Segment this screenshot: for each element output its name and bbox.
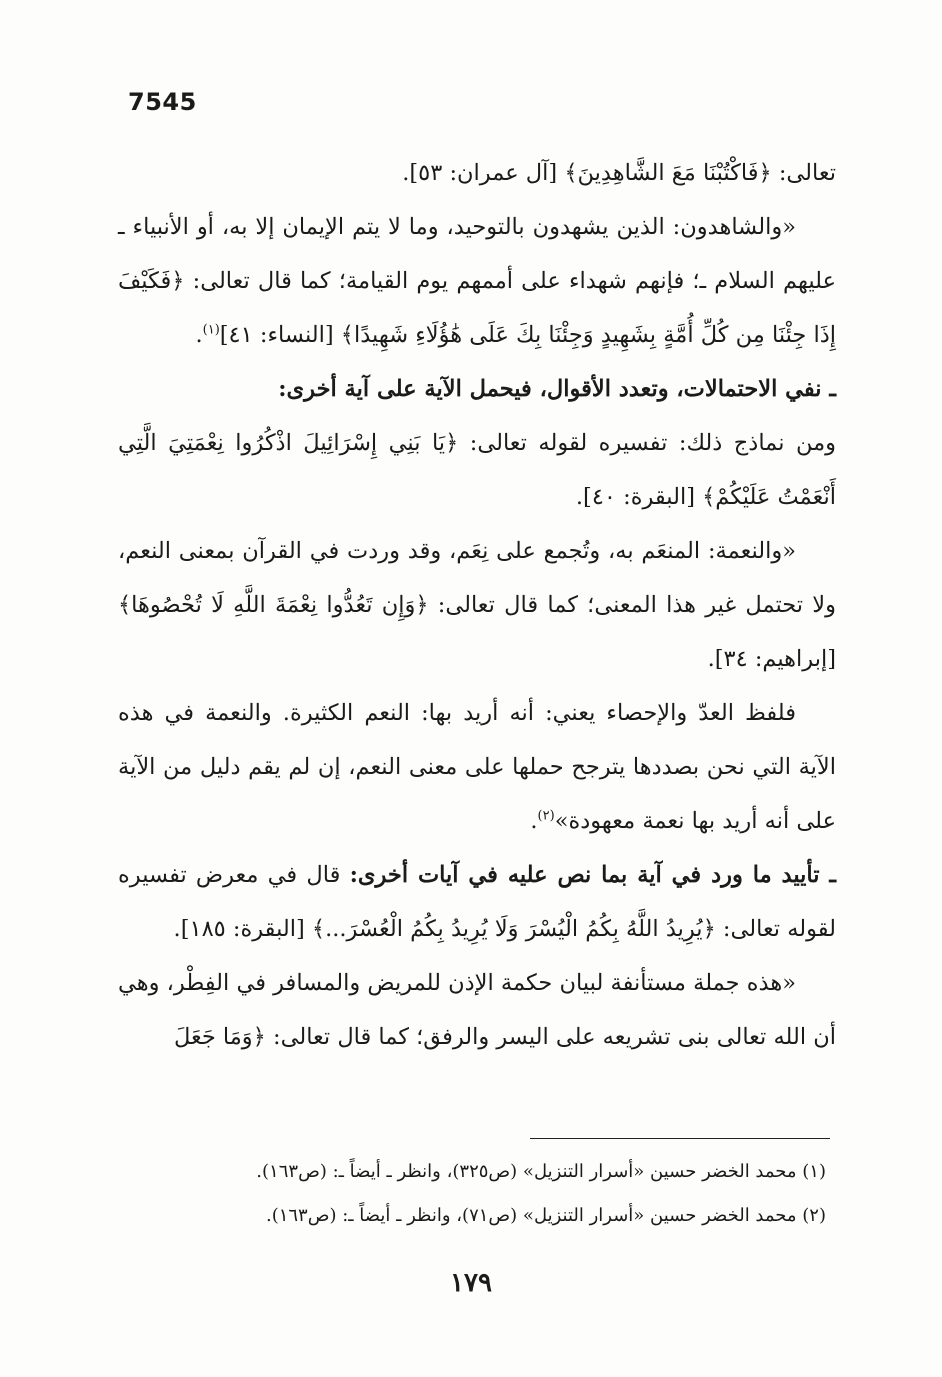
- paragraph-text: «والشاهدون: الذين يشهدون بالتوحيد، وما لا يتم الإيمان إلا به، أو الأنبياء ـ عليهم السلام ـ؛ فإنهم شهداء على أممهم يوم القيامة؛ كما قال تعالى: ﴿فَكَيْفَ إِذَا جِئْنَا مِن كُلِّ أُمَّةٍ بِشَهِيدٍ وَجِئْنَا بِكَ عَلَى هَٰؤُلَاءِ شَهِيدًا﴾ [النساء: ٤١]: [118, 214, 836, 348]
- footnote-1: (١) محمد الخضر حسين «أسرار التنزيل» (ص٣٢٥)، وانظر ـ أيضاً ـ: (ص١٦٣).: [256, 1161, 826, 1182]
- paragraph-3: [118, 416, 836, 524]
- footnote-2: (٢) محمد الخضر حسين «أسرار التنزيل» (ص٧١)، وانظر ـ أيضاً ـ: (ص١٦٣).: [265, 1205, 826, 1226]
- paragraph-4: [118, 524, 836, 686]
- page-number: ١٧٩: [450, 1268, 492, 1298]
- paragraph-text: ومن نماذج ذلك: تفسيره لقوله تعالى: ﴿يَا بَنِي إِسْرَائِيلَ اذْكُرُوا نِعْمَتِيَ الَّتِي أَنْعَمْتُ عَلَيْكُمْ﴾ [البقرة: ٤٠].: [118, 430, 836, 510]
- heading-text: ـ نفي الاحتمالات، وتعدد الأقوال، فيحمل الآية على آية أخرى:: [278, 376, 836, 402]
- paragraph-text: «هذه جملة مستأنفة لبيان حكمة الإذن للمريض والمسافر في الفِطْر، وهي أن الله تعالى بنى تشريعه على اليسر والرفق؛ كما قال تعالى: ﴿وَمَا جَعَلَ: [118, 970, 836, 1050]
- paragraph-text: «والنعمة: المنعَم به، وتُجمع على نِعَم، وقد وردت في القرآن بمعنى النعم، ولا تحتمل غير هذا المعنى؛ كما قال تعالى: ﴿وَإِن تَعُدُّوا نِعْمَةَ اللَّهِ لَا تُحْصُوهَا﴾ [إبراهيم: ٣٤].: [118, 538, 836, 672]
- footnotes: [118, 1150, 836, 1238]
- body-text: [118, 146, 836, 1064]
- footnote-ref: (١): [202, 322, 220, 338]
- paragraph-1: [118, 146, 836, 200]
- paragraph-text: قال في معرض تفسيره لقوله تعالى: ﴿يُرِيدُ اللَّهُ بِكُمُ الْيُسْرَ وَلَا يُرِيدُ بِكُمُ الْعُسْرَ...﴾ [البقرة: ١٨٥].: [118, 862, 836, 942]
- footnote-ref: (٢): [537, 808, 555, 824]
- paragraph-text: فلفظ العدّ والإحصاء يعني: أنه أريد بها: النعم الكثيرة. والنعمة في هذه الآية التي نحن بصددها يترجح حملها على معنى النعم، إن لم يقم دليل من الآية على أنه أريد بها نعمة معهودة»: [118, 700, 836, 834]
- paragraph-2: [118, 200, 836, 362]
- section-heading: [118, 362, 836, 416]
- paragraph-tail: .: [530, 808, 538, 834]
- paragraph-6: [118, 848, 836, 956]
- paragraph-tail: .: [195, 322, 203, 348]
- paragraph-text: تعالى: ﴿فَاكْتُبْنَا مَعَ الشَّاهِدِينَ﴾ [آل عمران: ٥٣].: [402, 160, 836, 186]
- section-heading-inline: ـ تأييد ما ورد في آية بما نص عليه في آيات أخرى:: [349, 862, 836, 888]
- page-id: 7545: [128, 88, 197, 116]
- paragraph-7: [118, 956, 836, 1064]
- paragraph-5: [118, 686, 836, 848]
- footnote-divider: [530, 1138, 830, 1139]
